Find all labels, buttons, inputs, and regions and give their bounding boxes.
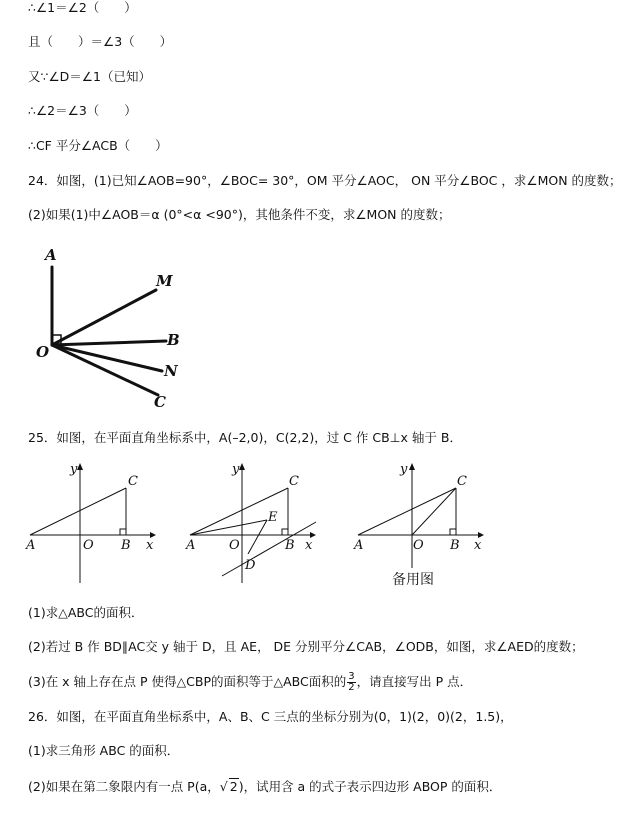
label-O: O xyxy=(229,538,240,553)
label-C: C xyxy=(289,474,299,489)
question-25-part3-text: (3)在 x 轴上存在点 P 使得△CBP的面积等于△ABC面积的 xyxy=(28,674,347,689)
question-25: 25．如图，在平面直角坐标系中，A(–2,0)，C(2,2)，过 C 作 CB⊥x 轴于 B． xyxy=(28,430,462,445)
label-B: B xyxy=(167,331,180,349)
figure-25-a xyxy=(22,458,162,588)
label-C: C xyxy=(457,474,467,489)
text-line-4: ∴∠2＝∠3（ ） xyxy=(28,103,137,118)
question-24-part2: (2)如果(1)中∠AOB＝α (0°<α <90°)，其他条件不变，求∠MON 的度数； xyxy=(28,207,451,222)
label-A: A xyxy=(26,538,36,553)
label-y: y xyxy=(400,462,408,477)
text-line-3: 又∵∠D＝∠1（已知） xyxy=(28,69,151,84)
question-26-part2 xyxy=(28,778,501,795)
label-y: y xyxy=(232,462,240,477)
label-O: O xyxy=(413,538,424,553)
label-B: B xyxy=(450,538,460,553)
label-M: M xyxy=(156,272,173,290)
fraction-denominator: 2 xyxy=(348,682,355,693)
label-C: C xyxy=(128,474,138,489)
label-x: x xyxy=(474,538,482,553)
figure-25-backup xyxy=(350,458,500,593)
label-y: y xyxy=(70,462,78,477)
question-24-part1: 24．如图，(1)已知∠AOB=90°，∠BOC= 30°，OM 平分∠AOC， ON 平分∠BOC ，求∠MON 的度数； xyxy=(28,173,622,188)
text-line-2: 且（ ）＝∠3（ ） xyxy=(28,34,173,49)
label-A: A xyxy=(354,538,364,553)
label-O: O xyxy=(36,343,50,361)
question-25-part2: (2)若过 B 作 BD∥AC交 y 轴于 D，且 AE， DE 分别平分∠CAB，∠ODB，如图，求∠AED的度数； xyxy=(28,639,584,654)
text-line-5: ∴CF 平分∠ACB（ ） xyxy=(28,138,168,153)
figure-caption: 备用图 xyxy=(392,572,434,588)
fraction xyxy=(347,672,355,693)
text-line-1: ∴∠1＝∠2（ ） xyxy=(28,0,137,15)
fraction-numerator: 3 xyxy=(348,671,355,682)
label-x: x xyxy=(305,538,313,553)
figure-24 xyxy=(30,240,200,415)
label-O: O xyxy=(83,538,94,553)
figure-25-b xyxy=(182,458,322,588)
label-D: D xyxy=(245,558,256,573)
question-26: 26．如图，在平面直角坐标系中，A、B、C 三点的坐标分别为(0，1)(2，0)(2，1.5)， xyxy=(28,709,513,724)
sqrt-sign: √ xyxy=(219,779,228,794)
label-A: A xyxy=(45,246,57,264)
question-25-part3-tail: ，请直接写出 P 点． xyxy=(356,674,473,689)
label-N: N xyxy=(164,362,178,380)
label-B: B xyxy=(285,538,295,553)
label-A: A xyxy=(186,538,196,553)
sqrt-radicand: 2 xyxy=(229,779,238,794)
label-x: x xyxy=(146,538,154,553)
question-26-part1: (1)求三角形 ABC 的面积． xyxy=(28,743,180,758)
question-25-part3 xyxy=(28,672,472,693)
question-25-part1: (1)求△ABC的面积． xyxy=(28,605,144,620)
question-26-part2-text: (2)如果在第二象限内有一点 P(a， xyxy=(28,779,220,794)
question-26-part2-tail: )，试用含 a 的式子表示四边形 ABOP 的面积． xyxy=(238,779,502,794)
label-C: C xyxy=(154,393,166,411)
label-E: E xyxy=(268,510,278,525)
label-B: B xyxy=(121,538,131,553)
